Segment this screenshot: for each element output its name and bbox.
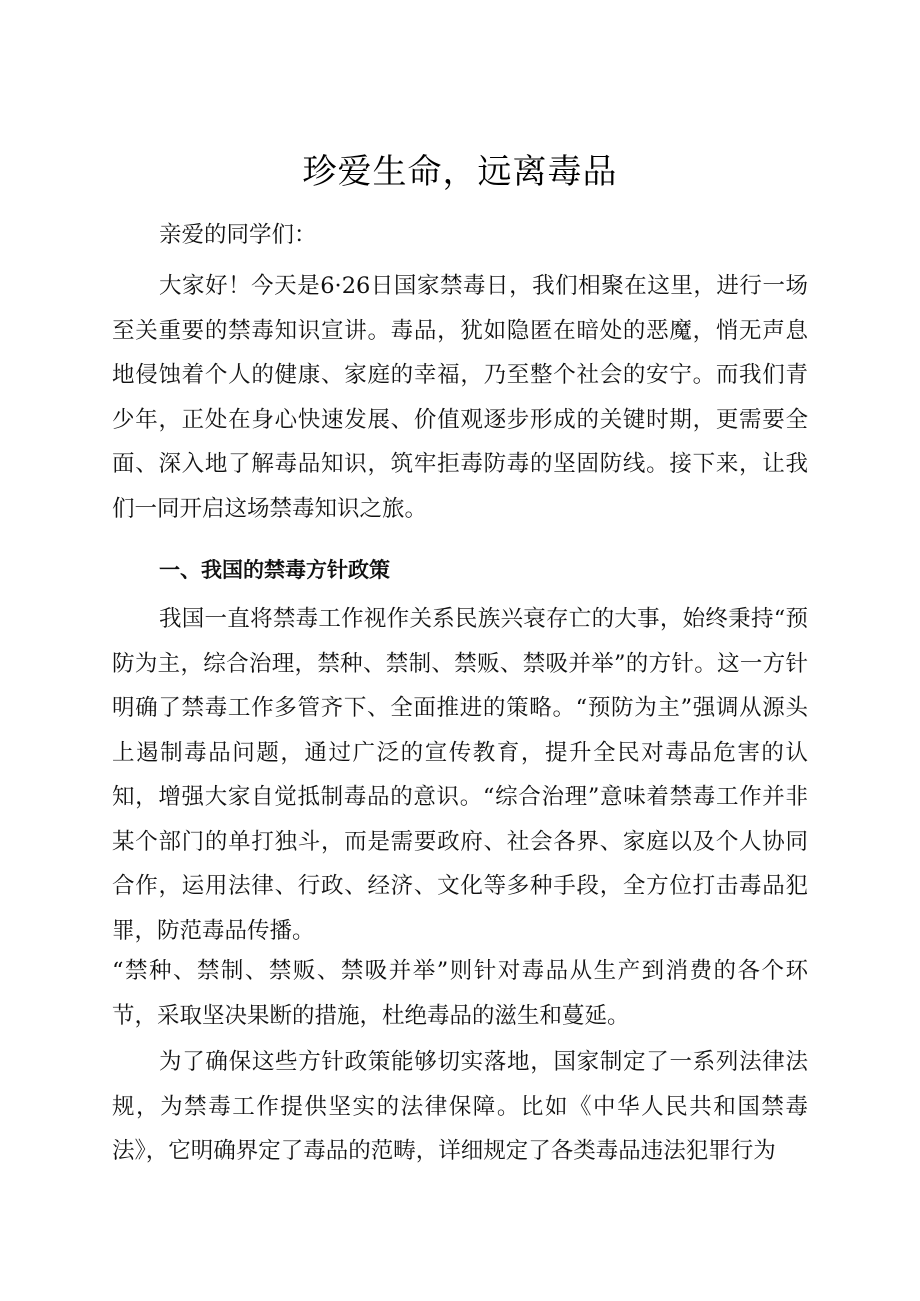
document-title: 珍爱生命，远离毒品	[302, 152, 618, 192]
paragraph-policy: 我国一直将禁毒工作视作关系民族兴衰存亡的大事，始终秉持“预防为主，综合治理，禁种、禁制、禁贩、禁吸并举”的方针。这一方针明确了禁毒工作多管齐下、全面推进的策略。“预防为主”强调从源头上遏制毒品问题，通过广泛的宣传教育，提升全民对毒品危害的认知，增强大家自觉抵制毒品的意识。“综合治理”意味着禁毒工作并非某个部门的单打独斗，而是需要政府、社会各界、家庭以及个人协同合作，运用法律、行政、经济、文化等多种手段，全方位打击毒品犯罪，防范毒品传播。	[112, 606, 808, 944]
section-heading-policy: 一、我国的禁毒方针政策	[159, 558, 390, 582]
paragraph-intro: 大家好！今天是6·26日国家禁毒日，我们相聚在这里，进行一场至关重要的禁毒知识宣讲。毒品，犹如隐匿在暗处的恶魔，悄无声息地侵蚀着个人的健康、家庭的幸福，乃至整个社会的安宁。而我们青少年，正处在身心快速发展、价值观逐步形成的关键时期，更需要全面、深入地了解毒品知识，筑牢拒毒防毒的坚固防线。接下来，让我们一同开启这场禁毒知识之旅。	[112, 273, 808, 522]
paragraph-laws: 为了确保这些方针政策能够切实落地，国家制定了一系列法律法规，为禁毒工作提供坚实的法律保障。比如《中华人民共和国禁毒法》，它明确界定了毒品的范畴，详细规定了各类毒品违法犯罪行为	[112, 1049, 808, 1164]
paragraph-four-bans: “禁种、禁制、禁贩、禁吸并举”则针对毒品从生产到消费的各个环节，采取坚决果断的措施，杜绝毒品的滋生和蔓延。	[112, 958, 808, 1029]
greeting-line: 亲爱的同学们：	[159, 222, 317, 248]
